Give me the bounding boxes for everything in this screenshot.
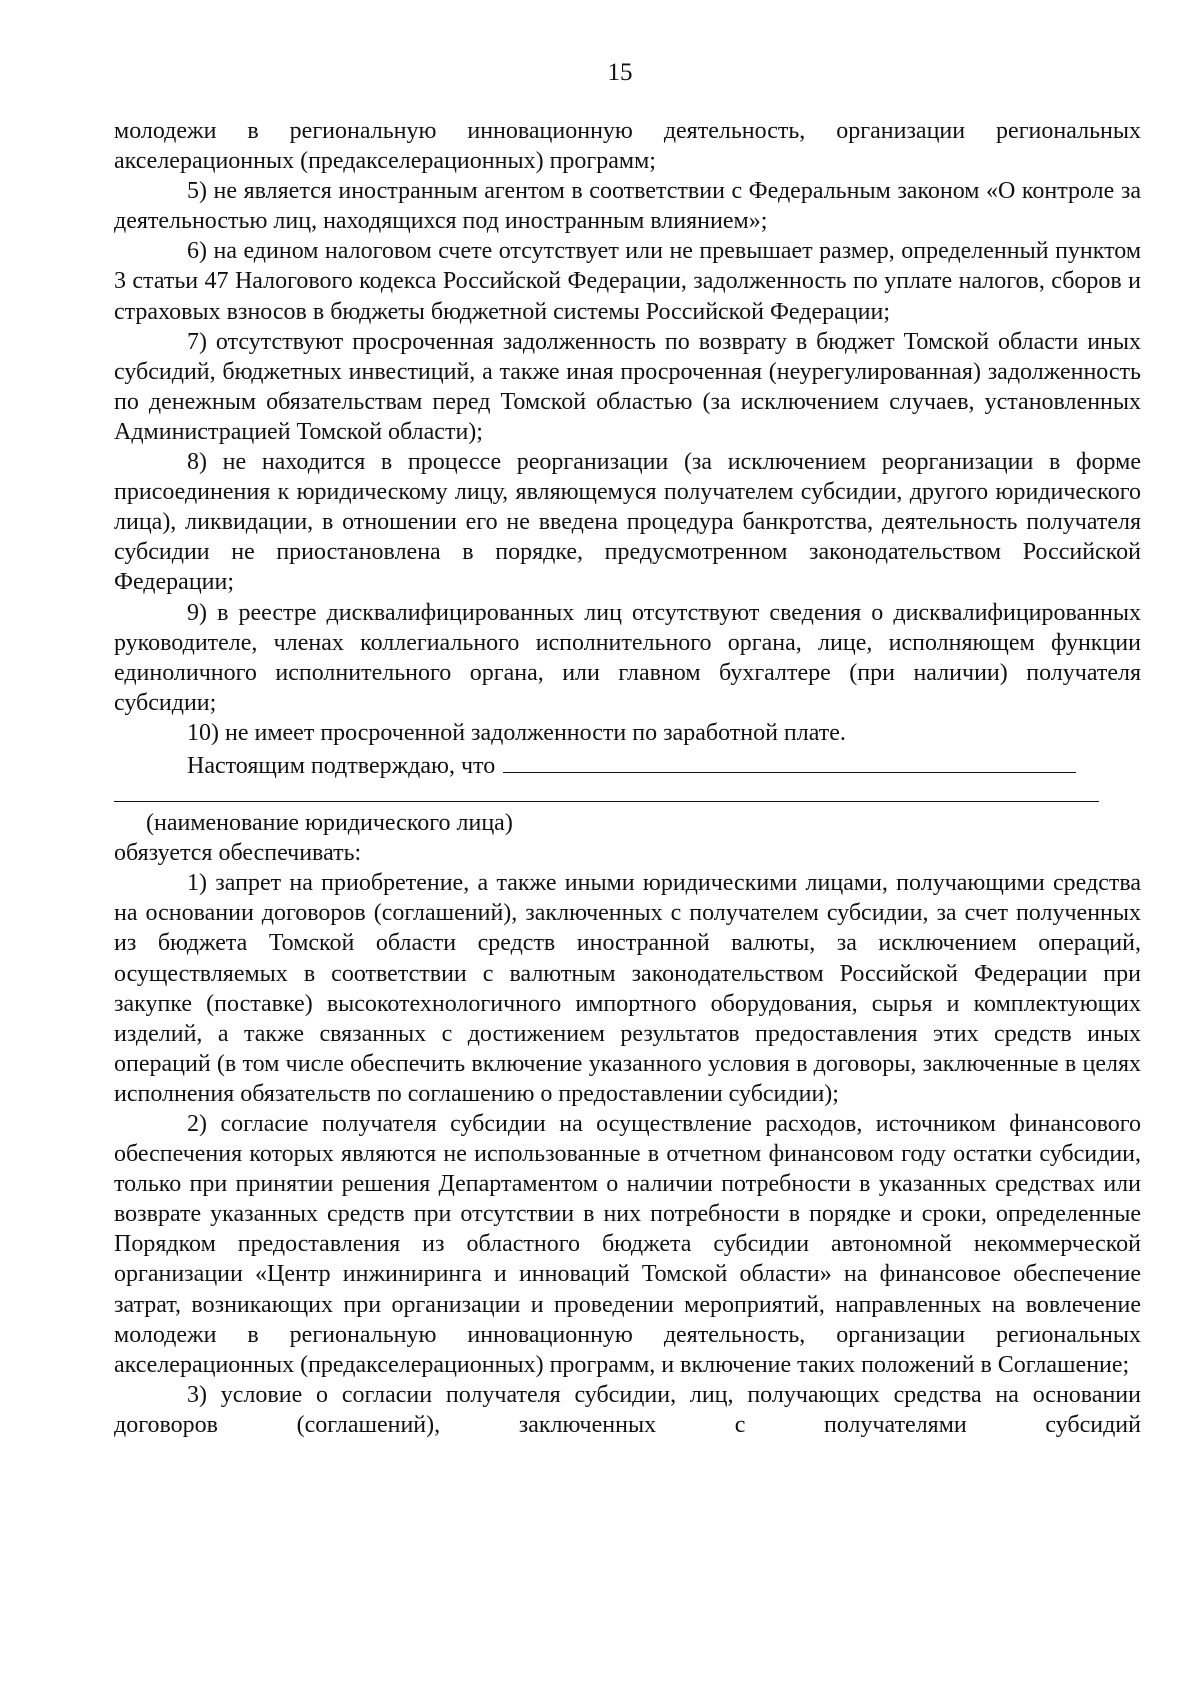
confirmation-text: Настоящим подтверждаю, что bbox=[187, 752, 496, 779]
page-number: 15 bbox=[607, 59, 633, 86]
legal-entity-blank-inline bbox=[503, 748, 1076, 773]
obligation-item-2: 2) согласие получателя субсидии на осуществление расходов, источником финансового обеспечения которых являются не использованные в отчетном финансовом году остатки субсидии, только при принятии решения Департаментом о наличии потребности в указанных средствах или возврате указанных средств при отсутствии в них потребности в порядке и сроки, определенные Порядком предоставления из областного бюджета субсидии автономной некоммерческой организации «Центр инжиниринга и инноваций Томской области» на финансовое обеспечение затрат, возникающих при организации и проведении мероприятий, направленных на вовлечение молодежи в региональную инновационную деятельность, организации региональных акселерационных (предакселерационных) программ, и включение таких положений в Соглашение; bbox=[114, 1111, 1141, 1378]
document-body bbox=[114, 116, 1141, 1440]
confirmation-line bbox=[114, 748, 1141, 781]
paragraph-item-7: 7) отсутствуют просроченная задолженность по возврату в бюджет Томской области иных субсидий, бюджетных инвестиций, а также иная просроченная (неурегулированная) задолженность по денежным обязательствам перед Томской областью (за исключением случаев, установленных Администрацией Томской области); bbox=[114, 328, 1141, 445]
obligation-item-3: 3) условие о согласии получателя субсидии, лиц, получающих средства на основании договоров (соглашений), заключенных с получателями субсидий bbox=[114, 1381, 1141, 1438]
obliges-text: обязуется обеспечивать: bbox=[114, 840, 362, 867]
paragraph-item-10: 10) не имеет просроченной задолженности по заработной плате. bbox=[187, 719, 846, 746]
paragraph-item-6: 6) на едином налоговом счете отсутствует или не превышает размер, определенный пунктом 3 статьи 47 Налогового кодекса Российской Федерации, задолженность по уплате налогов, сборов и страховых взносов в бюджеты бюджетной системы Российской Федерации; bbox=[114, 238, 1141, 325]
obligation-item-1: 1) запрет на приобретение, а также иными юридическими лицами, получающими средства на основании договоров (соглашений), заключенных с получателем субсидии, за счет полученных из бюджета Томской области средств иностранной валюты, за исключением операций, осуществляемых в соответствии с валютным законодательством Российской Федерации при закупке (поставке) высокотехнологичного импортного оборудования, сырья и комплектующих изделий, а также связанных с достижением результатов предоставления этих средств иных операций (в том числе обеспечить включение указанного условия в договоры, заключенные в целях исполнения обязательств по соглашению о предоставлении субсидии); bbox=[114, 870, 1141, 1107]
paragraph-continuation: молодежи в региональную инновационную деятельность, организации региональных акселерационных (предакселерационных) программ; bbox=[114, 118, 1141, 175]
blank-caption: (наименование юридического лица) bbox=[146, 810, 513, 837]
paragraph-item-9: 9) в реестре дисквалифицированных лиц отсутствуют сведения о дисквалифицированных руководителе, членах коллегиального исполнительного органа, лице, исполняющем функции единоличного исполнительного органа, или главном бухгалтере (при наличии) получателя субсидии; bbox=[114, 599, 1141, 716]
paragraph-item-8: 8) не находится в процессе реорганизации (за исключением реорганизации в форме присоединения к юридическому лицу, являющемуся получателем субсидии, другого юридического лица), ликвидации, в отношении его не введена процедура банкротства, деятельность получателя субсидии не приостановлена в порядке, предусмотренном законодательством Российской Федерации; bbox=[114, 449, 1141, 596]
legal-entity-blank-line bbox=[114, 783, 1099, 802]
paragraph-item-5: 5) не является иностранным агентом в соответствии с Федеральным законом «О контроле за деятельностью лиц, находящихся под иностранным влиянием»; bbox=[114, 178, 1141, 235]
